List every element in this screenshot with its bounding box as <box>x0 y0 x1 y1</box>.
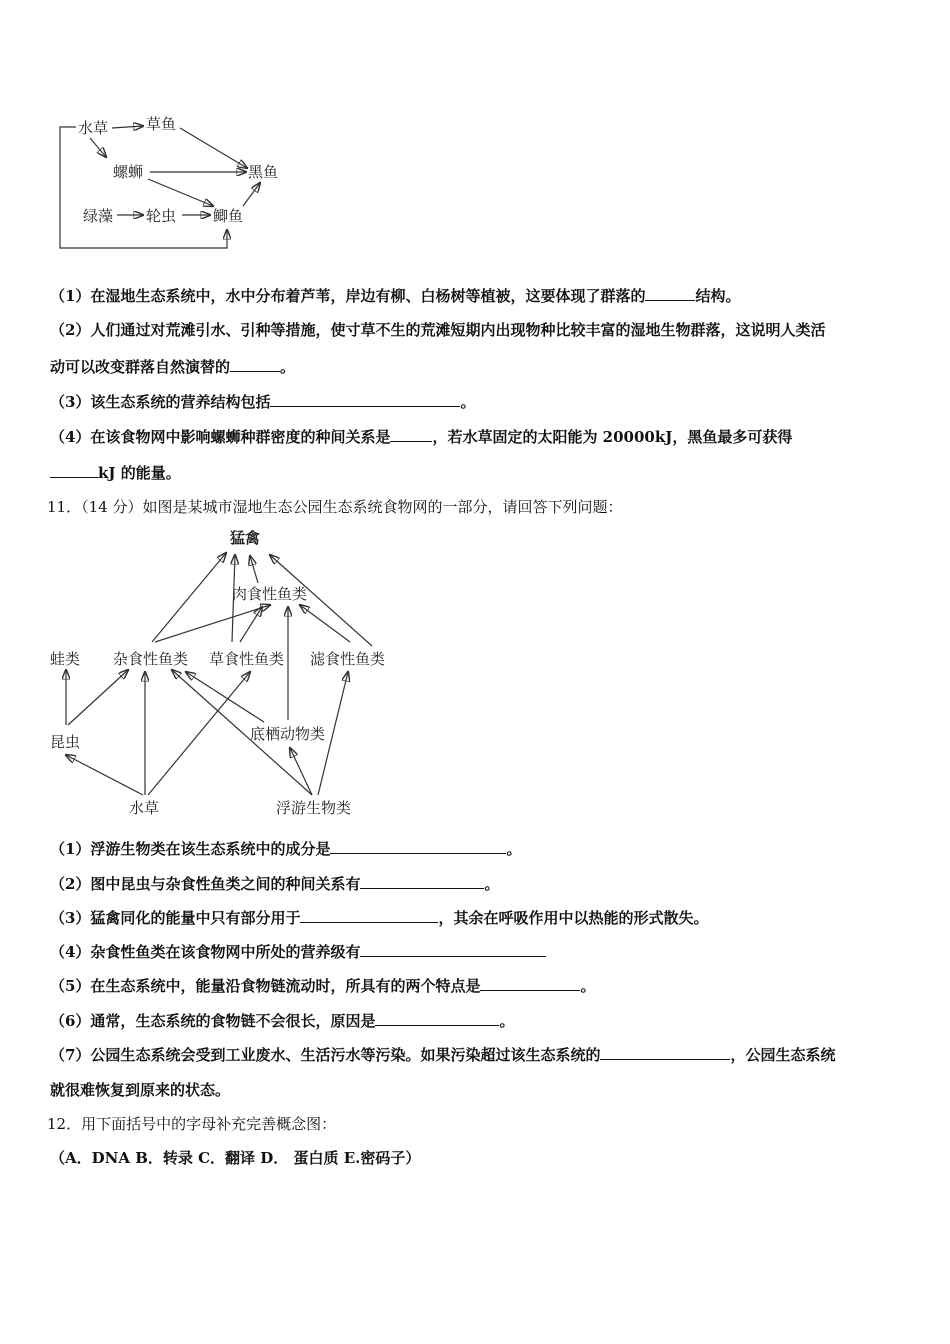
q11-item-1 <box>50 838 521 859</box>
answer-blank[interactable] <box>600 1044 730 1060</box>
q11-item-4-text: （4）杂食性鱼类在该食物网中所处的营养级有 <box>50 943 361 961</box>
q11-item-4 <box>50 941 546 962</box>
q12-title-text: 12．用下面括号中的字母补充完善概念图： <box>47 1115 337 1133</box>
q11-item-1-text: （1）浮游生物类在该生态系统中的成分是 <box>50 840 331 858</box>
q11-item-2-suffix: 。 <box>484 875 500 893</box>
node-kunchong: 昆虫 <box>50 733 81 751</box>
node-lvshi: 滤食性鱼类 <box>310 650 386 668</box>
node-shuicao: 水草 <box>129 799 160 817</box>
q11-item-7-text: （7）公园生态系统会受到工业废水、生活污水等污染。如果污染超过该生态系统的 <box>50 1046 601 1064</box>
q10-item-4-mid: ，若水草固定的太阳能为 20000kJ，黑鱼最多可获得 <box>432 428 793 446</box>
q11-item-6-suffix: 。 <box>499 1012 515 1030</box>
food-web-diagram-2 <box>0 0 420 830</box>
answer-blank[interactable] <box>360 941 546 957</box>
q11-item-5-suffix: 。 <box>580 977 596 995</box>
q11-title-text: 11．（14 分）如图是某城市湿地生态公园生态系统食物网的一部分，请回答下列问题： <box>47 498 623 516</box>
node-diqi: 底栖动物类 <box>250 725 326 743</box>
arrow-fuyou-diqi <box>290 748 312 795</box>
q11-item-3 <box>50 907 708 928</box>
q11-item-7a <box>50 1044 835 1065</box>
q11-item-6-text: （6）通常，生态系统的食物链不会很长，原因是 <box>50 1012 376 1030</box>
arrow-zashi-rousheng <box>155 605 270 642</box>
node-mengqin: 猛禽 <box>230 529 261 547</box>
answer-blank[interactable] <box>375 1010 499 1026</box>
arrow-shuicao-caoshi <box>148 672 250 795</box>
q10-item-2-text: （2）人们通过对荒滩引水、引种等措施，使寸草不生的荒滩短期内出现物种比较丰富的湿地生物群落，这说明人类活 <box>50 321 826 339</box>
q11-item-1-suffix: 。 <box>506 840 522 858</box>
q10-item-2-suffix: 。 <box>280 358 296 376</box>
arrow-shuicao-kunchong <box>66 755 143 795</box>
answer-blank[interactable] <box>480 975 580 991</box>
arrow-lvshi-rousheng <box>300 605 350 642</box>
food-web-2-svg <box>0 0 420 830</box>
answer-blank[interactable] <box>330 838 506 854</box>
arrow-kunchong-zashi <box>68 670 128 725</box>
q11-item-7-cont: 就很难恢复到原来的状态。 <box>50 1081 231 1099</box>
q12-options <box>50 1148 420 1168</box>
q11-item-6 <box>50 1010 514 1031</box>
q11-item-5-text: （5）在生态系统中，能量沿食物链流动时，所具有的两个特点是 <box>50 977 481 995</box>
node-jiyu: 鲫鱼 <box>213 207 244 225</box>
arrow-caoshi-rousheng <box>240 607 262 642</box>
node-luosi: 螺蛳 <box>113 163 144 181</box>
node-caoshi: 草食性鱼类 <box>209 650 285 668</box>
node-fuyou: 浮游生物类 <box>276 799 352 817</box>
node-zashi: 杂食性鱼类 <box>113 650 189 668</box>
q12-title <box>47 1114 336 1134</box>
arrow-rousheng-mengqin <box>250 556 258 583</box>
q11-item-3-suffix: ，其余在呼吸作用中以热能的形式散失。 <box>438 909 709 927</box>
q10-item-1-suffix: 结构。 <box>695 287 741 305</box>
q10-item-4-suffix: kJ 的能量。 <box>98 464 181 482</box>
node-heiyu: 黑鱼 <box>248 163 279 181</box>
arrow-diqi-zashi <box>186 672 264 722</box>
answer-blank[interactable] <box>645 285 695 301</box>
q11-item-7b <box>50 1080 230 1100</box>
arrow-zashi-mengqin <box>152 553 226 642</box>
q11-item-5 <box>50 975 595 996</box>
node-caoyu: 草鱼 <box>146 115 177 133</box>
q10-item-2-cont: 动可以改变群落自然演替的 <box>50 358 231 376</box>
node-rousheng: 肉食性鱼类 <box>232 585 308 603</box>
q10-item-1-text: （1）在湿地生态系统中，水中分布着芦苇，岸边有柳、白杨树等植被，这要体现了群落的 <box>50 287 646 305</box>
q11-item-3-text: （3）猛禽同化的能量中只有部分用于 <box>50 909 301 927</box>
q10-item-4-text: （4）在该食物网中影响螺蛳种群密度的种间关系是 <box>50 428 391 446</box>
q10-item-3-text: （3）该生态系统的营养结构包括 <box>50 393 271 411</box>
answer-blank[interactable] <box>300 907 438 923</box>
node-lvzao: 绿藻 <box>83 207 114 225</box>
q11-item-7-mid: ，公园生态系统 <box>730 1046 836 1064</box>
q12-options-text: （A．DNA B．转录 C．翻译 D． 蛋白质 E.密码子） <box>50 1149 421 1167</box>
q11-item-2 <box>50 873 499 894</box>
answer-blank[interactable] <box>360 873 484 889</box>
q10-item-3-suffix: 。 <box>460 393 476 411</box>
node-lunchong: 轮虫 <box>146 207 177 225</box>
q11-item-2-text: （2）图中昆虫与杂食性鱼类之间的种间关系有 <box>50 875 361 893</box>
node-walei: 蛙类 <box>50 650 81 668</box>
node-shuicao: 水草 <box>78 119 109 137</box>
